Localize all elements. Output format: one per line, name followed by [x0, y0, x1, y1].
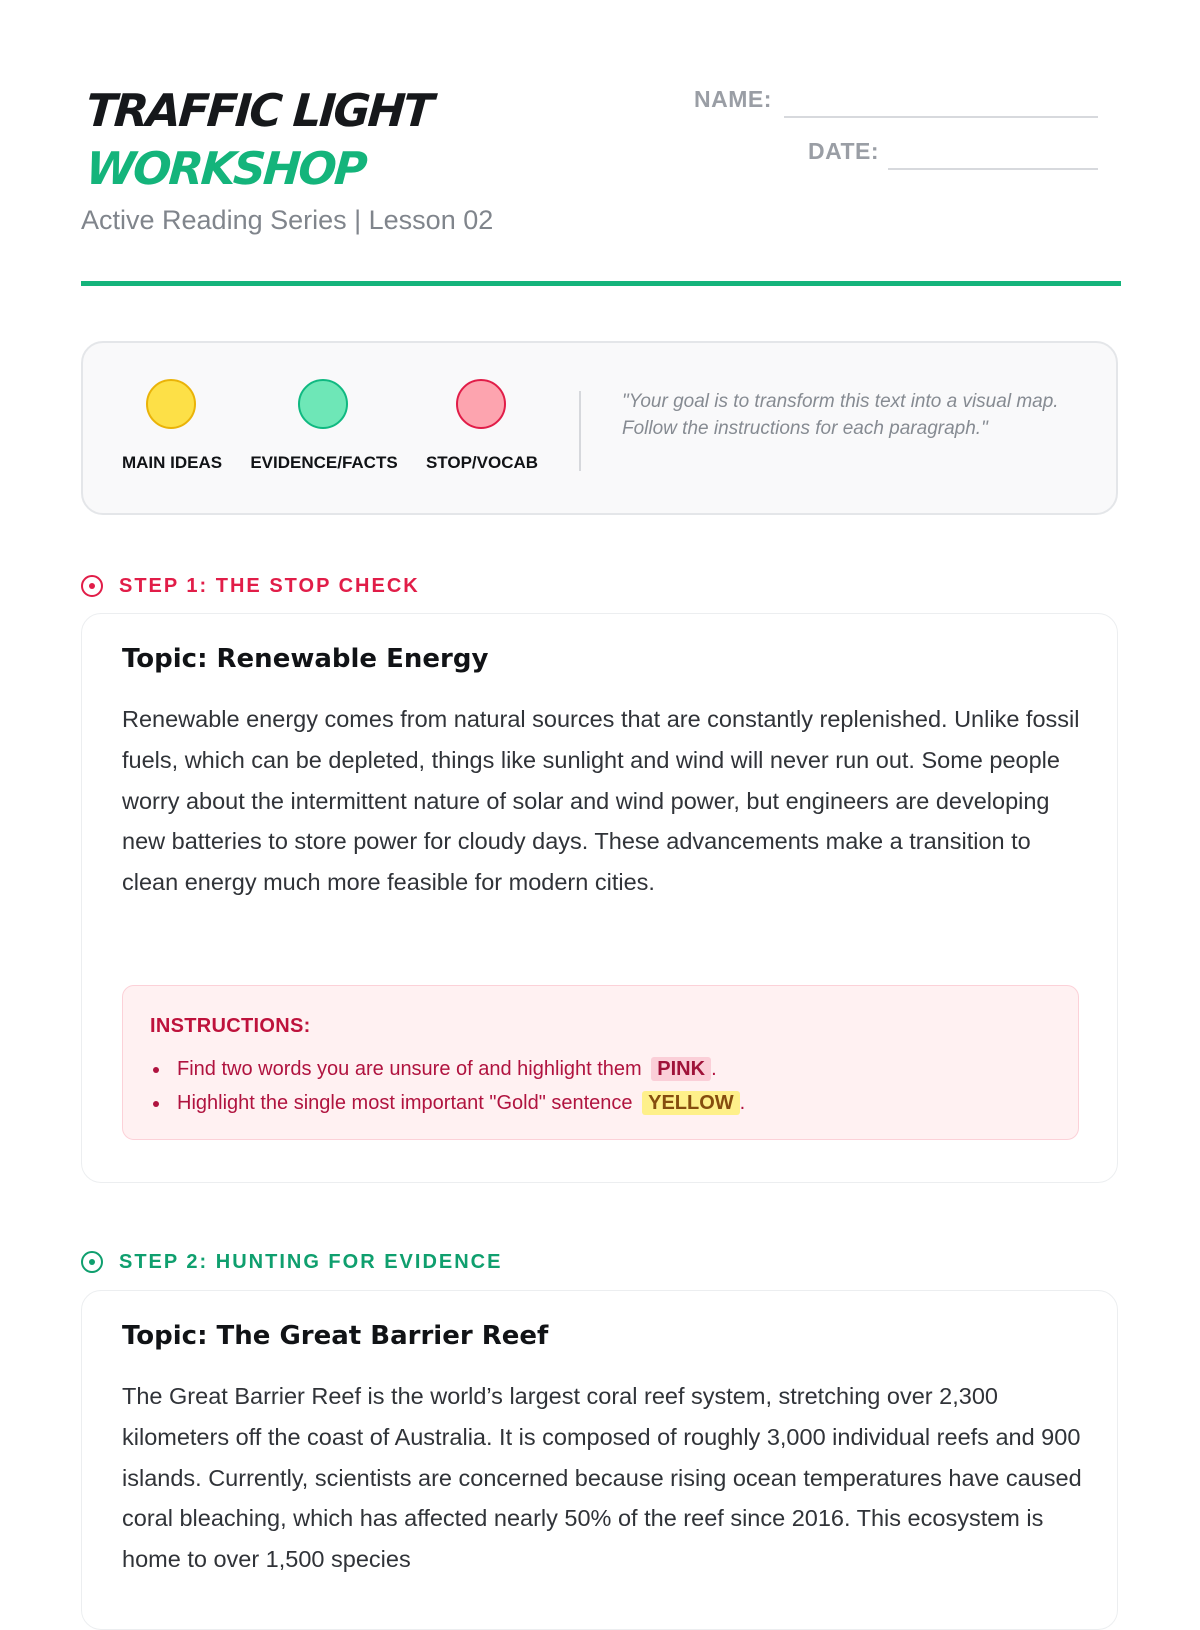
name-label: NAME:	[694, 86, 772, 112]
red-light-icon	[456, 379, 506, 429]
green-light-icon	[298, 379, 348, 429]
title-line-1: TRAFFIC LIGHT	[84, 84, 434, 137]
name-field[interactable]	[784, 116, 1098, 118]
goal-quote: "Your goal is to transform this text into a visual map. Follow the instructions for each paragraph."	[622, 391, 1059, 439]
target-circle-icon	[81, 1251, 103, 1273]
step-2-heading	[81, 1249, 502, 1275]
instruction-end: .	[739, 1092, 746, 1114]
step-2-topic: Topic: The Great Barrier Reef	[122, 1321, 549, 1351]
header-divider	[81, 281, 1121, 286]
instruction-item	[150, 1052, 745, 1086]
legend-divider	[579, 391, 581, 471]
step-1-heading	[81, 573, 420, 599]
title-line-2: WORKSHOP	[84, 142, 367, 195]
legend-label-main-ideas: MAIN IDEAS	[121, 453, 223, 472]
color-key-legend	[81, 341, 1118, 515]
step-1-title: STEP 1: THE STOP CHECK	[119, 574, 420, 597]
legend-label-stop-vocab: STOP/VOCAB	[425, 453, 539, 472]
date-label: DATE:	[808, 138, 880, 164]
instruction-text: Highlight the single most important "Gold" sentence	[177, 1092, 633, 1114]
legend-label-evidence: EVIDENCE/FACTS	[250, 453, 398, 472]
yellow-light-icon	[146, 379, 196, 429]
date-field[interactable]	[888, 168, 1098, 170]
step-2-title: STEP 2: HUNTING FOR EVIDENCE	[119, 1250, 503, 1273]
target-circle-icon	[81, 575, 103, 597]
step-2-card	[81, 1290, 1118, 1630]
instruction-item	[150, 1086, 745, 1120]
pink-highlight-tag: PINK	[651, 1057, 711, 1081]
step-2-passage: The Great Barrier Reef is the world’s largest coral reef system, stretching over 2,300 kilometers off the coast of Australia. It is composed of roughly 3,000 individual reefs and 900 islands. Currently, scientists are concerned because rising ocean temperatures have caused coral bleaching, which has affected nearly 50% of the reef since 2016. This ecosystem is home to over 1,500 species	[122, 1383, 1082, 1573]
yellow-highlight-tag: YELLOW	[642, 1091, 740, 1115]
subtitle: Active Reading Series | Lesson 02	[81, 205, 494, 235]
step-1-passage: Renewable energy comes from natural sources that are constantly replenished. Unlike fossil fuels, which can be depleted, things like sunlight and wind will never run out. Some people worry about the intermittent nature of solar and wind power, but engineers are developing new batteries to store power for cloudy days. These advancements make a transition to clean energy much more feasible for modern cities.	[122, 706, 1080, 896]
instructions-heading: INSTRUCTIONS:	[150, 1015, 311, 1037]
instruction-end: .	[711, 1058, 717, 1080]
instructions-box	[122, 985, 1079, 1140]
step-1-card	[81, 613, 1118, 1183]
instruction-text: Find two words you are unsure of and highlight them	[177, 1058, 642, 1080]
step-1-topic: Topic: Renewable Energy	[122, 644, 489, 674]
instructions-list	[150, 1052, 745, 1120]
